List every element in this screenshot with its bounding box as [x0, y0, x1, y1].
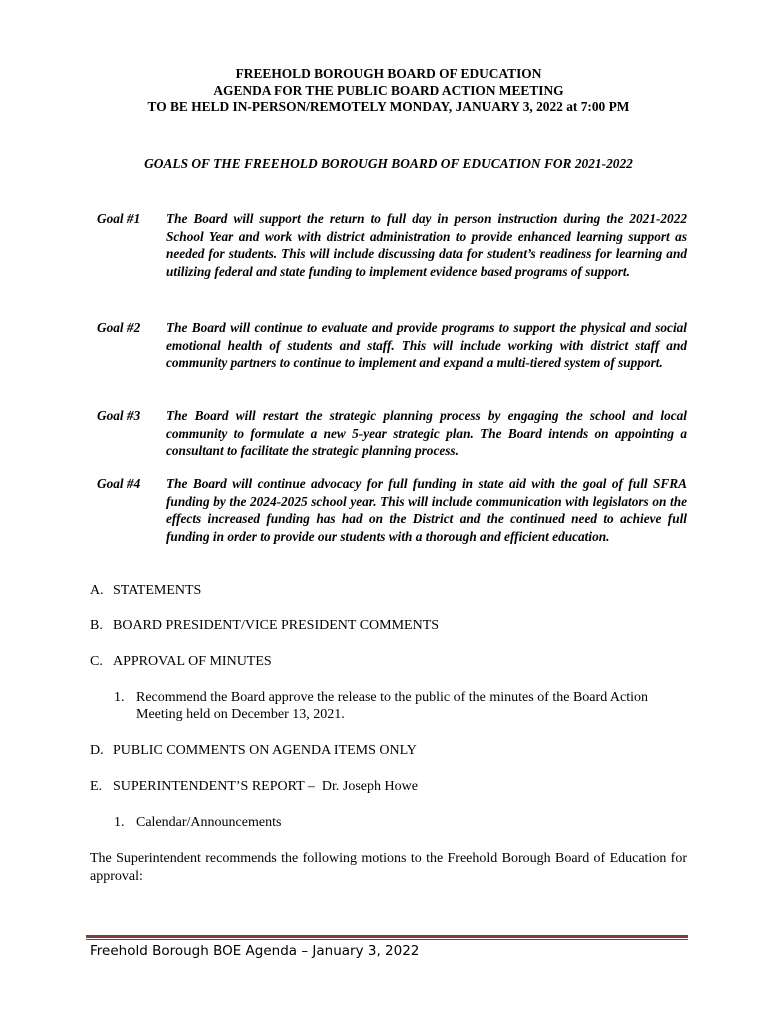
section-d — [90, 742, 417, 759]
goal-label: Goal #4 — [97, 476, 141, 491]
goal-label: Goal #3 — [97, 408, 141, 423]
item-text: Calendar/Announcements — [136, 815, 282, 830]
item-number: 1. — [114, 690, 125, 705]
goal-text: The Board will support the return to full day in person instruction during the 2021-2022 School Year and work with district administration to provide enhanced learning support as needed for students. This will include discussing data for student’s readiness for learning and utilizing federal and state funding to implement evidence based programs of support. — [166, 211, 687, 279]
footer-rule-thick — [86, 935, 688, 938]
goal-4 — [97, 475, 687, 545]
goal-text: The Board will continue to evaluate and provide programs to support the physical and social emotional health of students and staff. This will include working with district staff and community partners to continue to implement and expand a multi-tiered system of support. — [166, 320, 687, 371]
goals-title: GOALS OF THE FREEHOLD BOROUGH BOARD OF EDUCATION FOR 2021-2022 — [144, 156, 633, 171]
section-title: PUBLIC COMMENTS ON AGENDA ITEMS ONLY — [113, 743, 417, 758]
section-e — [90, 778, 418, 795]
header-line-1: FREEHOLD BOROUGH BOARD OF EDUCATION — [235, 66, 542, 81]
section-title: APPROVAL OF MINUTES — [113, 654, 272, 669]
goal-label: Goal #1 — [97, 211, 141, 226]
section-title: STATEMENTS — [113, 583, 202, 598]
item-text: Recommend the Board approve the release to the public of the minutes of the Board Action Meeting held on December 13, 2021. — [136, 690, 649, 722]
section-letter: E. — [90, 779, 103, 794]
section-letter: B. — [90, 618, 103, 633]
goal-1 — [97, 210, 687, 280]
goal-text: The Board will continue advocacy for full funding in state aid with the goal of full SFRA funding by the 2024-2025 school year. This will include communication with legislators on the effects increased funding has had on the District and the continued need to achieve full funding in order to provide our students with a thorough and efficient education. — [166, 476, 687, 544]
document-header — [90, 66, 687, 116]
section-e-item-1 — [114, 814, 674, 831]
section-title: BOARD PRESIDENT/VICE PRESIDENT COMMENTS — [113, 618, 440, 633]
section-c-item-1 — [114, 689, 674, 723]
goal-3 — [97, 407, 687, 460]
page-footer: Freehold Borough BOE Agenda – January 3, 2022 — [90, 943, 420, 959]
section-letter: C. — [90, 654, 103, 669]
section-a — [90, 582, 201, 599]
item-number: 1. — [114, 815, 125, 830]
goal-2 — [97, 319, 687, 372]
section-title: SUPERINTENDENT’S REPORT – Dr. Joseph Howe — [113, 779, 418, 794]
recommendation-paragraph: The Superintendent recommends the following motions to the Freehold Borough Board of Education for approval: — [90, 851, 687, 884]
header-line-2: AGENDA FOR THE PUBLIC BOARD ACTION MEETING — [213, 82, 564, 98]
goal-text: The Board will restart the strategic planning process by engaging the school and local community to formulate a new 5-year strategic plan. The Board intends on appointing a consultant to facilitate the strategic planning process. — [166, 408, 687, 459]
header-line-3: TO BE HELD IN-PERSON/REMOTELY MONDAY, JANUARY 3, 2022 at 7:00 PM — [147, 99, 630, 114]
section-c — [90, 653, 272, 670]
section-letter: A. — [90, 583, 104, 598]
footer-rule-thin — [86, 939, 688, 940]
section-letter: D. — [90, 743, 104, 758]
goal-label: Goal #2 — [97, 320, 141, 335]
section-b — [90, 617, 439, 634]
